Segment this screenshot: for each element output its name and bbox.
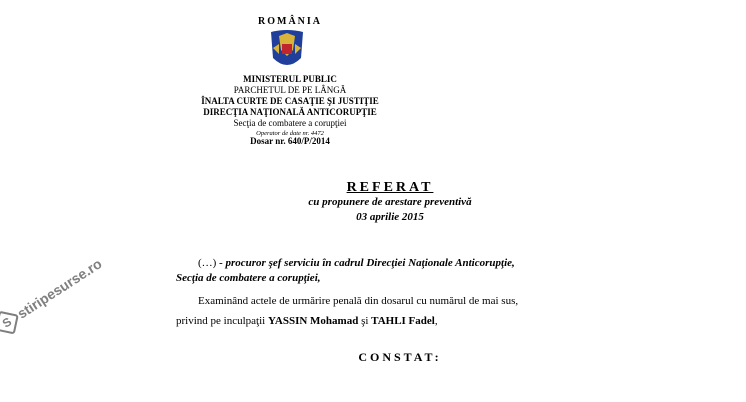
watermark-logo-letter: S bbox=[0, 314, 15, 331]
header-line-4: Secţia de combatere a corupţiei bbox=[233, 118, 347, 128]
document-subtitle: cu propunere de arestare preventivă bbox=[308, 196, 472, 208]
defendant-name-1: YASSIN Mohamad bbox=[267, 315, 359, 327]
header-line-2: ÎNALTA CURTE DE CASAŢIE ŞI JUSTIŢIE bbox=[201, 96, 379, 106]
prosecutor-role: - procuror şef serviciu în cadrul Direcţiei Naţionale Anticorupţie, bbox=[216, 257, 515, 269]
constat-heading: CONSTAT: bbox=[358, 350, 442, 364]
operator-number: Operator de date nr. 4472 bbox=[256, 130, 324, 137]
header-line-1: PARCHETUL DE PE LÂNGĂ bbox=[233, 85, 347, 95]
defendants-prefix: privind pe inculpaţii bbox=[176, 315, 268, 327]
header-line-3: DIRECŢIA NAŢIONALĂ ANTICORUPŢIE bbox=[203, 107, 377, 117]
redacted-ellipsis: (…) bbox=[198, 257, 217, 269]
watermark-text: stiripesurse.ro bbox=[14, 255, 105, 322]
paragraph-defendants bbox=[176, 315, 438, 327]
dosar-number: Dosar nr. 640/P/2014 bbox=[250, 136, 330, 146]
paragraph-section: Secţia de combatere a corupţiei, bbox=[176, 272, 321, 284]
defendant-name-2: TAHLI Fadel bbox=[371, 315, 435, 327]
document-title: REFERAT bbox=[346, 180, 434, 195]
defendants-suffix: , bbox=[434, 315, 438, 327]
document-date: 03 aprilie 2015 bbox=[356, 211, 424, 223]
document-title-wrap bbox=[300, 178, 480, 196]
romania-coat-of-arms bbox=[267, 28, 307, 72]
paragraph-examining: Examinând actele de urmărire penală din dosarul cu numărul de mai sus, bbox=[198, 295, 519, 307]
paragraph-prosecutor bbox=[198, 257, 515, 269]
country-name: ROMÂNIA bbox=[258, 16, 322, 27]
watermark bbox=[0, 223, 152, 338]
ministry-name: MINISTERUL PUBLIC bbox=[243, 74, 337, 84]
watermark-logo-icon bbox=[0, 311, 19, 335]
defendants-conjunction: şi bbox=[358, 315, 372, 327]
